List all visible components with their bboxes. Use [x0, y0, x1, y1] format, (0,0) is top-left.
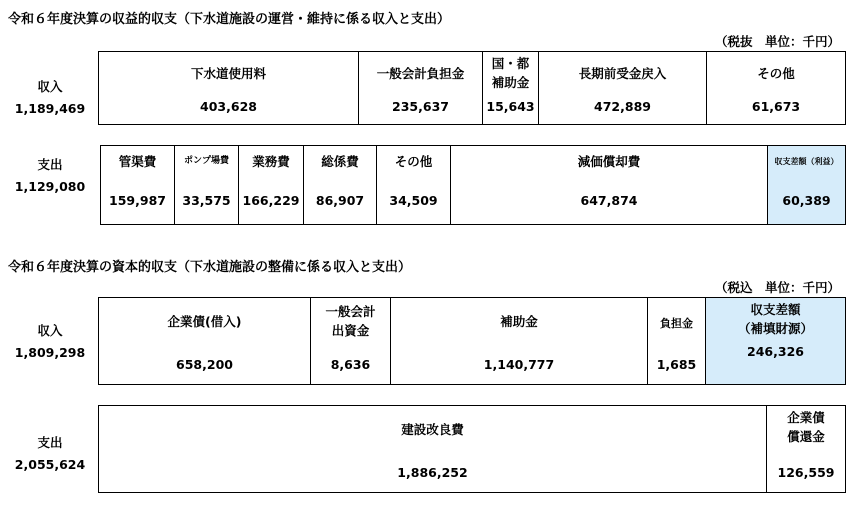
cell-value: 403,628	[200, 99, 257, 114]
expense-cell-pump	[175, 146, 239, 224]
revenue-expense-bar	[100, 145, 846, 225]
cell-label: ポンプ場費	[183, 156, 229, 166]
revenue-unit-note: （税抜 単位：千円）	[714, 34, 840, 49]
income-cell-general-burden	[359, 52, 483, 124]
cell-label: 管渠費	[118, 154, 157, 169]
expense-cell-pipe	[101, 146, 175, 224]
income-cell-subsidy	[483, 52, 539, 124]
income-cell-sewer-fee	[99, 52, 359, 124]
cell-value: 647,874	[580, 193, 638, 208]
expense-cell-general	[304, 146, 377, 224]
capital-income-side	[14, 320, 86, 364]
capital-expense-total: 2,055,624	[14, 457, 86, 472]
capital-expense-side	[14, 432, 86, 476]
revenue-income-side	[14, 76, 86, 120]
cell-label: 収支差額 （補填財源）	[737, 302, 813, 336]
cell-label: 総係費	[321, 154, 359, 169]
cell-value: 61,673	[751, 99, 801, 114]
cell-label: 企業債(借入)	[167, 314, 242, 329]
capital-cell-subsidy	[391, 298, 648, 384]
revenue-expense-total: 1,129,080	[14, 179, 86, 194]
cell-value: 1,140,777	[483, 357, 555, 372]
expense-cell-depreciation	[451, 146, 768, 224]
cell-label: 下水道使用料	[190, 66, 266, 81]
capital-cell-construction	[99, 406, 767, 492]
capital-cell-bond-repayment	[767, 406, 845, 492]
income-cell-long-term-deferred	[539, 52, 707, 124]
capital-cell-burden	[648, 298, 706, 384]
capital-income-bar	[98, 297, 846, 385]
expense-cell-operations	[239, 146, 304, 224]
cell-value: 15,643	[486, 99, 535, 114]
capital-income-label: 収入	[37, 323, 63, 338]
revenue-expense-label: 支出	[37, 157, 63, 172]
capital-income-total: 1,809,298	[14, 345, 86, 360]
cell-value: 60,389	[782, 193, 831, 208]
cell-label: 企業債 償還金	[787, 410, 825, 444]
cell-value: 246,326	[747, 344, 804, 359]
cell-value: 126,559	[777, 465, 835, 480]
cell-label: その他	[757, 66, 795, 81]
cell-value: 8,636	[330, 357, 371, 372]
cell-label: 長期前受金戻入	[578, 66, 667, 81]
cell-label: 建設改良費	[401, 422, 464, 437]
cell-label: 負担金	[660, 317, 693, 330]
capital-cell-bond	[99, 298, 311, 384]
cell-value: 159,987	[109, 193, 166, 208]
revenue-expense-side	[14, 154, 86, 198]
cell-label: 収支差額（利益）	[774, 157, 839, 166]
expense-cell-balance-profit	[768, 146, 845, 224]
cell-value: 166,229	[242, 193, 300, 208]
cell-value: 1,886,252	[397, 465, 468, 480]
cell-label: 一般会計 出資金	[325, 304, 376, 338]
cell-label: 減価償却費	[577, 154, 641, 169]
cell-label: 業務費	[252, 154, 290, 169]
revenue-income-bar	[98, 51, 846, 125]
cell-value: 658,200	[176, 357, 233, 372]
cell-label: 一般会計負担金	[376, 66, 465, 81]
cell-label: 補助金	[500, 314, 538, 329]
cell-value: 235,637	[392, 99, 449, 114]
capital-cell-general-investment	[311, 298, 391, 384]
cell-label: その他	[394, 154, 433, 169]
capital-expense-label: 支出	[37, 435, 63, 450]
revenue-income-total: 1,189,469	[14, 101, 86, 116]
cell-label: 国・都 補助金	[491, 56, 530, 90]
cell-value: 1,685	[656, 357, 697, 372]
income-cell-other	[707, 52, 845, 124]
cell-value: 86,907	[315, 193, 365, 208]
cell-value: 472,889	[594, 99, 651, 114]
capital-expense-bar	[98, 405, 846, 493]
expense-cell-other	[377, 146, 451, 224]
capital-section-title: 令和６年度決算の資本的収支（下水道施設の整備に係る収入と支出）	[8, 260, 412, 275]
revenue-income-label: 収入	[37, 79, 63, 94]
cell-value: 34,509	[389, 193, 438, 208]
revenue-section-title: 令和６年度決算の収益的収支（下水道施設の運営・維持に係る収入と支出）	[8, 12, 451, 27]
capital-cell-balance-fund	[706, 298, 845, 384]
cell-value: 33,575	[182, 193, 231, 208]
capital-unit-note: （税込 単位：千円）	[714, 280, 840, 295]
